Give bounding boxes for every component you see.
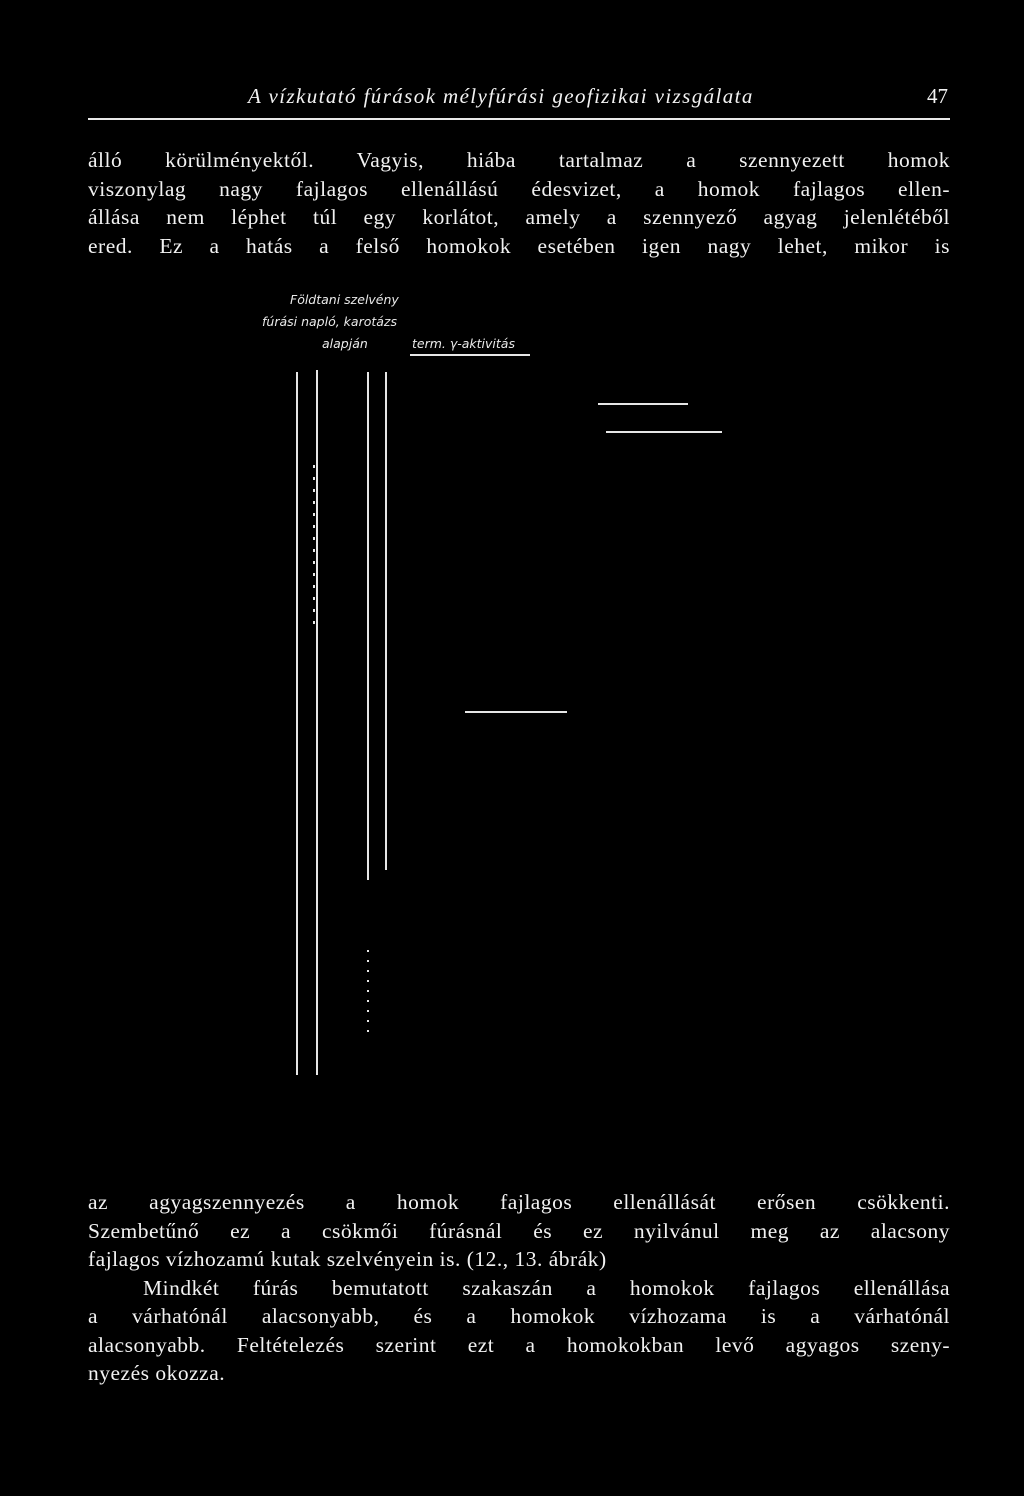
text-line: nyezés okozza.	[88, 1361, 226, 1385]
text-line: ered. Ez a hatás a felső homokok esetében igen nagy lehet, mikor is	[88, 233, 950, 258]
text-line: a várhatónál alacsonyabb, és a homokok vízhozama is a várhatónál	[88, 1304, 950, 1328]
figure-label-basis: alapján	[322, 336, 368, 351]
running-title: A vízkutató fúrások mélyfúrási geofizikai vizsgálata	[248, 84, 754, 108]
paragraph-bottom	[88, 1188, 950, 1388]
figure-label-drilling-log: fúrási napló, karotázs	[262, 314, 397, 329]
text-line: alacsonyabb. Feltételezés szerint ezt a homokokban levő agyagos szeny-	[88, 1332, 950, 1357]
text-line: Mindkét fúrás bemutatott szakaszán a homokok fajlagos ellenállása	[143, 1275, 950, 1300]
page-number: 47	[927, 84, 948, 108]
figure-label-geologic-section: Földtani szelvény	[290, 292, 399, 307]
text-line: viszonylag nagy fajlagos ellenállású édesvizet, a homok fajlagos ellen-	[88, 176, 950, 201]
text-line: Szembetűnő ez a csökmői fúrásnál és ez nyilvánul meg az alacsony	[88, 1218, 950, 1243]
figure-label-gamma-activity: term. γ-aktivitás	[412, 336, 515, 351]
text-line: az agyagszennyezés a homok fajlagos ellenállását erősen csökkenti.	[88, 1190, 950, 1214]
text-line: fajlagos vízhozamú kutak szelvényein is. (12., 13. ábrák)	[88, 1247, 607, 1271]
text-line: álló körülményektől. Vagyis, hiába tartalmaz a szennyezett homok	[88, 148, 950, 172]
text-line: állása nem léphet túl egy korlátot, amely a szennyező agyag jelenlétéből	[88, 205, 950, 229]
